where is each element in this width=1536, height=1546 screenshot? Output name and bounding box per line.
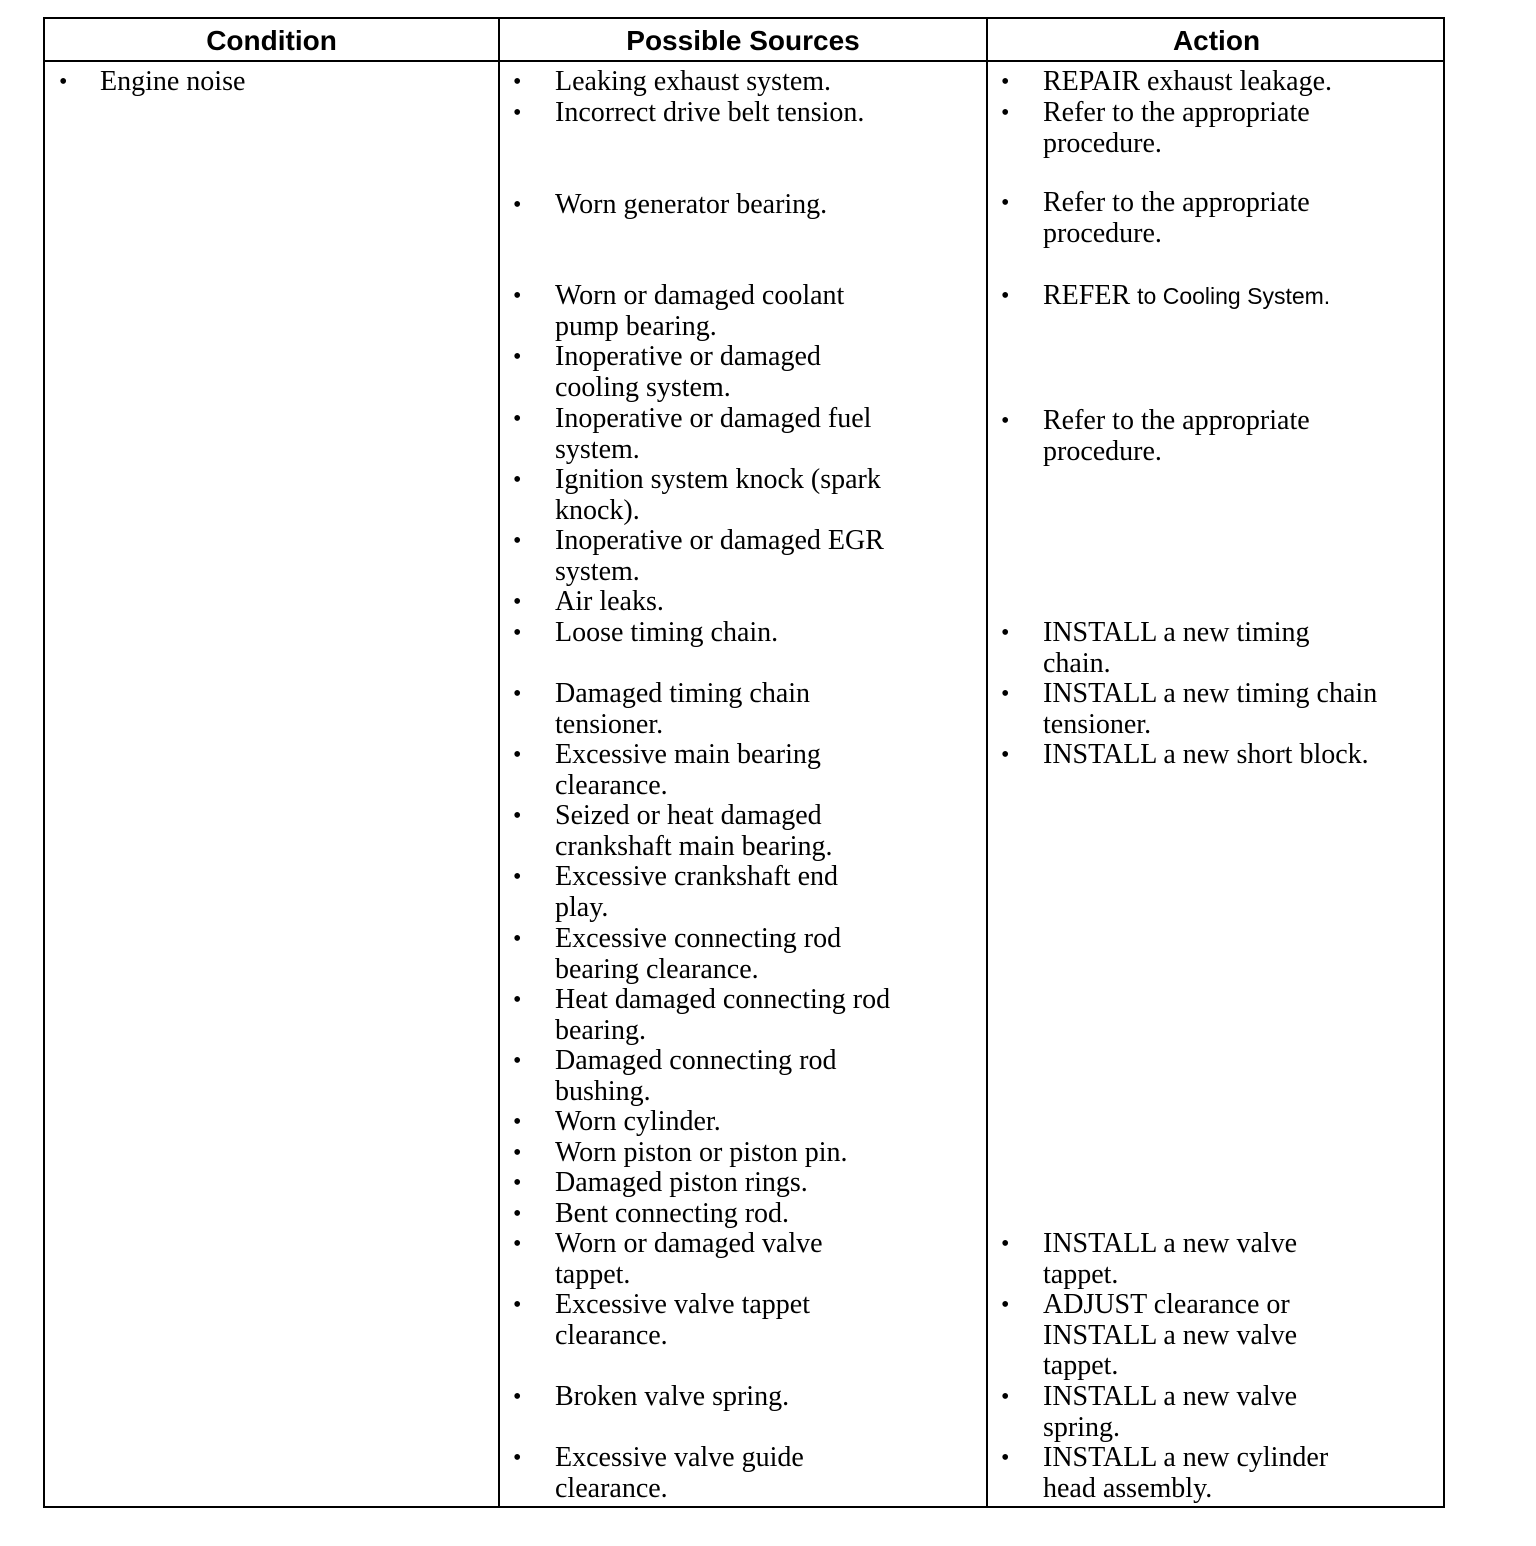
bullet: • bbox=[513, 742, 522, 768]
source-line: Damaged timing chain bbox=[555, 678, 811, 709]
source-line: pump bearing. bbox=[555, 310, 717, 342]
bullet: • bbox=[513, 1445, 522, 1471]
source-line: Seized or heat damaged bbox=[555, 800, 822, 831]
source-line: Worn or damaged coolant bbox=[555, 280, 845, 311]
action-item bbox=[1043, 281, 1330, 312]
bullet: • bbox=[1001, 742, 1010, 768]
bullet: • bbox=[513, 192, 522, 218]
bullet: • bbox=[513, 1048, 522, 1074]
action-line: tappet. bbox=[1043, 1350, 1119, 1382]
action-line: Refer to the appropriate bbox=[1043, 187, 1310, 218]
source-line: Worn or damaged valve bbox=[555, 1228, 823, 1259]
source-item bbox=[555, 1199, 789, 1230]
source-item bbox=[555, 98, 864, 129]
source-line: crankshaft main bearing. bbox=[555, 830, 833, 862]
source-line: Excessive connecting rod bbox=[555, 923, 842, 954]
source-line: Bent connecting rod. bbox=[555, 1198, 790, 1229]
action-line: INSTALL a new timing bbox=[1043, 617, 1310, 648]
bullet: • bbox=[513, 926, 522, 952]
action-line: tappet. bbox=[1043, 1258, 1119, 1290]
source-line: Loose timing chain. bbox=[555, 617, 779, 648]
source-line: knock). bbox=[555, 494, 640, 526]
bullet: • bbox=[513, 864, 522, 890]
bullet: • bbox=[1001, 620, 1010, 646]
action-keyword: REFER bbox=[1043, 280, 1138, 311]
source-line: system. bbox=[555, 433, 640, 465]
bullet: • bbox=[513, 1140, 522, 1166]
action-line: procedure. bbox=[1043, 127, 1162, 159]
bullet: • bbox=[513, 620, 522, 646]
column-divider bbox=[498, 19, 500, 1506]
bullet: • bbox=[1001, 1384, 1010, 1410]
source-item bbox=[555, 1107, 721, 1138]
source-line: system. bbox=[555, 555, 640, 587]
column-divider bbox=[986, 19, 988, 1506]
action-line: INSTALL a new short block. bbox=[1043, 739, 1369, 770]
source-item bbox=[555, 526, 884, 587]
bullet: • bbox=[1001, 283, 1010, 309]
source-line: clearance. bbox=[555, 1319, 668, 1351]
bullet: • bbox=[1001, 1445, 1010, 1471]
source-line: Worn generator bearing. bbox=[555, 189, 828, 220]
action-item bbox=[1043, 740, 1369, 771]
source-line: Broken valve spring. bbox=[555, 1381, 790, 1412]
source-line: Worn piston or piston pin. bbox=[555, 1137, 848, 1168]
source-line: play. bbox=[555, 891, 609, 923]
bullet: • bbox=[513, 681, 522, 707]
action-line: INSTALL a new timing chain bbox=[1043, 678, 1378, 709]
source-line: Incorrect drive belt tension. bbox=[555, 97, 865, 128]
bullet: • bbox=[513, 528, 522, 554]
action-line: Refer to the appropriate bbox=[1043, 405, 1310, 436]
bullet: • bbox=[1001, 190, 1010, 216]
action-line: Refer to the appropriate bbox=[1043, 97, 1310, 128]
condition-label: Engine noise bbox=[100, 66, 246, 97]
bullet: • bbox=[513, 1384, 522, 1410]
source-line: Damaged connecting rod bbox=[555, 1045, 837, 1076]
bullet: • bbox=[1001, 1231, 1010, 1257]
source-line: cooling system. bbox=[555, 371, 731, 403]
source-item bbox=[555, 618, 778, 649]
source-item bbox=[555, 67, 831, 98]
source-line: clearance. bbox=[555, 1472, 668, 1504]
source-item bbox=[555, 342, 821, 403]
source-item bbox=[555, 801, 833, 862]
source-item bbox=[555, 1382, 789, 1413]
source-line: Worn cylinder. bbox=[555, 1106, 721, 1137]
source-item bbox=[555, 862, 838, 923]
action-line: chain. bbox=[1043, 647, 1111, 679]
source-item bbox=[555, 924, 841, 985]
source-line: tensioner. bbox=[555, 708, 664, 740]
action-line: procedure. bbox=[1043, 435, 1162, 467]
action-line: ADJUST clearance or bbox=[1043, 1289, 1290, 1320]
header-possible-sources: Possible Sources bbox=[626, 25, 860, 56]
action-line: head assembly. bbox=[1043, 1472, 1213, 1504]
action-item bbox=[1043, 67, 1332, 98]
bullet: • bbox=[1001, 408, 1010, 434]
source-item bbox=[555, 679, 810, 740]
source-item bbox=[555, 465, 881, 526]
action-item bbox=[1043, 98, 1310, 159]
source-line: Damaged piston rings. bbox=[555, 1167, 808, 1198]
action-line: INSTALL a new valve bbox=[1043, 1381, 1298, 1412]
bullet: • bbox=[513, 283, 522, 309]
bullet: • bbox=[513, 467, 522, 493]
bullet: • bbox=[513, 1231, 522, 1257]
bullet: • bbox=[1001, 681, 1010, 707]
source-item bbox=[555, 587, 664, 618]
action-item bbox=[1043, 406, 1310, 467]
source-line: bearing clearance. bbox=[555, 953, 759, 985]
bullet: • bbox=[1001, 1292, 1010, 1318]
source-line: Excessive main bearing bbox=[555, 739, 821, 770]
source-line: Air leaks. bbox=[555, 586, 664, 617]
source-item bbox=[555, 281, 844, 342]
bullet: • bbox=[513, 803, 522, 829]
header-action: Action bbox=[1172, 25, 1261, 56]
source-line: Inoperative or damaged fuel bbox=[555, 403, 872, 434]
source-line: Ignition system knock (spark bbox=[555, 464, 881, 495]
source-item bbox=[555, 190, 827, 221]
source-item bbox=[555, 404, 871, 465]
source-item bbox=[555, 1138, 848, 1169]
source-item bbox=[555, 1229, 823, 1290]
bullet: • bbox=[513, 1109, 522, 1135]
action-line: INSTALL a new valve bbox=[1043, 1319, 1298, 1351]
bullet: • bbox=[513, 1292, 522, 1318]
bullet: • bbox=[513, 589, 522, 615]
action-line: tensioner. bbox=[1043, 708, 1152, 740]
action-item bbox=[1043, 1290, 1297, 1382]
bullet: • bbox=[513, 1170, 522, 1196]
action-line: REPAIR exhaust leakage. bbox=[1043, 66, 1333, 97]
bullet: • bbox=[513, 100, 522, 126]
source-item bbox=[555, 1443, 804, 1504]
source-line: Excessive valve guide bbox=[555, 1442, 804, 1473]
bullet: • bbox=[1001, 100, 1010, 126]
bullet: • bbox=[513, 987, 522, 1013]
action-line: spring. bbox=[1043, 1411, 1120, 1443]
action-item bbox=[1043, 1382, 1297, 1443]
bullet: • bbox=[513, 406, 522, 432]
source-line: Excessive crankshaft end bbox=[555, 861, 838, 892]
source-item bbox=[555, 740, 821, 801]
source-line: Excessive valve tappet bbox=[555, 1289, 811, 1320]
action-item bbox=[1043, 188, 1310, 249]
bullet: • bbox=[59, 69, 68, 95]
action-reference: to Cooling System. bbox=[1137, 283, 1331, 309]
source-line: bearing. bbox=[555, 1014, 646, 1046]
bullet: • bbox=[1001, 69, 1010, 95]
source-line: clearance. bbox=[555, 769, 668, 801]
action-line: procedure. bbox=[1043, 217, 1162, 249]
action-item bbox=[1043, 1229, 1297, 1290]
action-item bbox=[1043, 1443, 1328, 1504]
source-item bbox=[555, 1290, 810, 1351]
bullet: • bbox=[513, 69, 522, 95]
header-divider bbox=[45, 60, 1443, 62]
troubleshooting-table bbox=[43, 17, 1445, 1508]
source-item bbox=[555, 985, 890, 1046]
source-line: Inoperative or damaged bbox=[555, 341, 821, 372]
action-line: INSTALL a new valve bbox=[1043, 1228, 1298, 1259]
source-line: tappet. bbox=[555, 1258, 631, 1290]
action-item bbox=[1043, 679, 1377, 740]
bullet: • bbox=[513, 344, 522, 370]
source-line: Inoperative or damaged EGR bbox=[555, 525, 884, 556]
action-item bbox=[1043, 618, 1310, 679]
source-item bbox=[555, 1046, 836, 1107]
source-line: Heat damaged connecting rod bbox=[555, 984, 891, 1015]
header-condition: Condition bbox=[206, 25, 337, 56]
source-line: bushing. bbox=[555, 1075, 651, 1107]
source-line: Leaking exhaust system. bbox=[555, 66, 832, 97]
bullet: • bbox=[513, 1201, 522, 1227]
action-line: INSTALL a new cylinder bbox=[1043, 1442, 1329, 1473]
source-item bbox=[555, 1168, 808, 1199]
